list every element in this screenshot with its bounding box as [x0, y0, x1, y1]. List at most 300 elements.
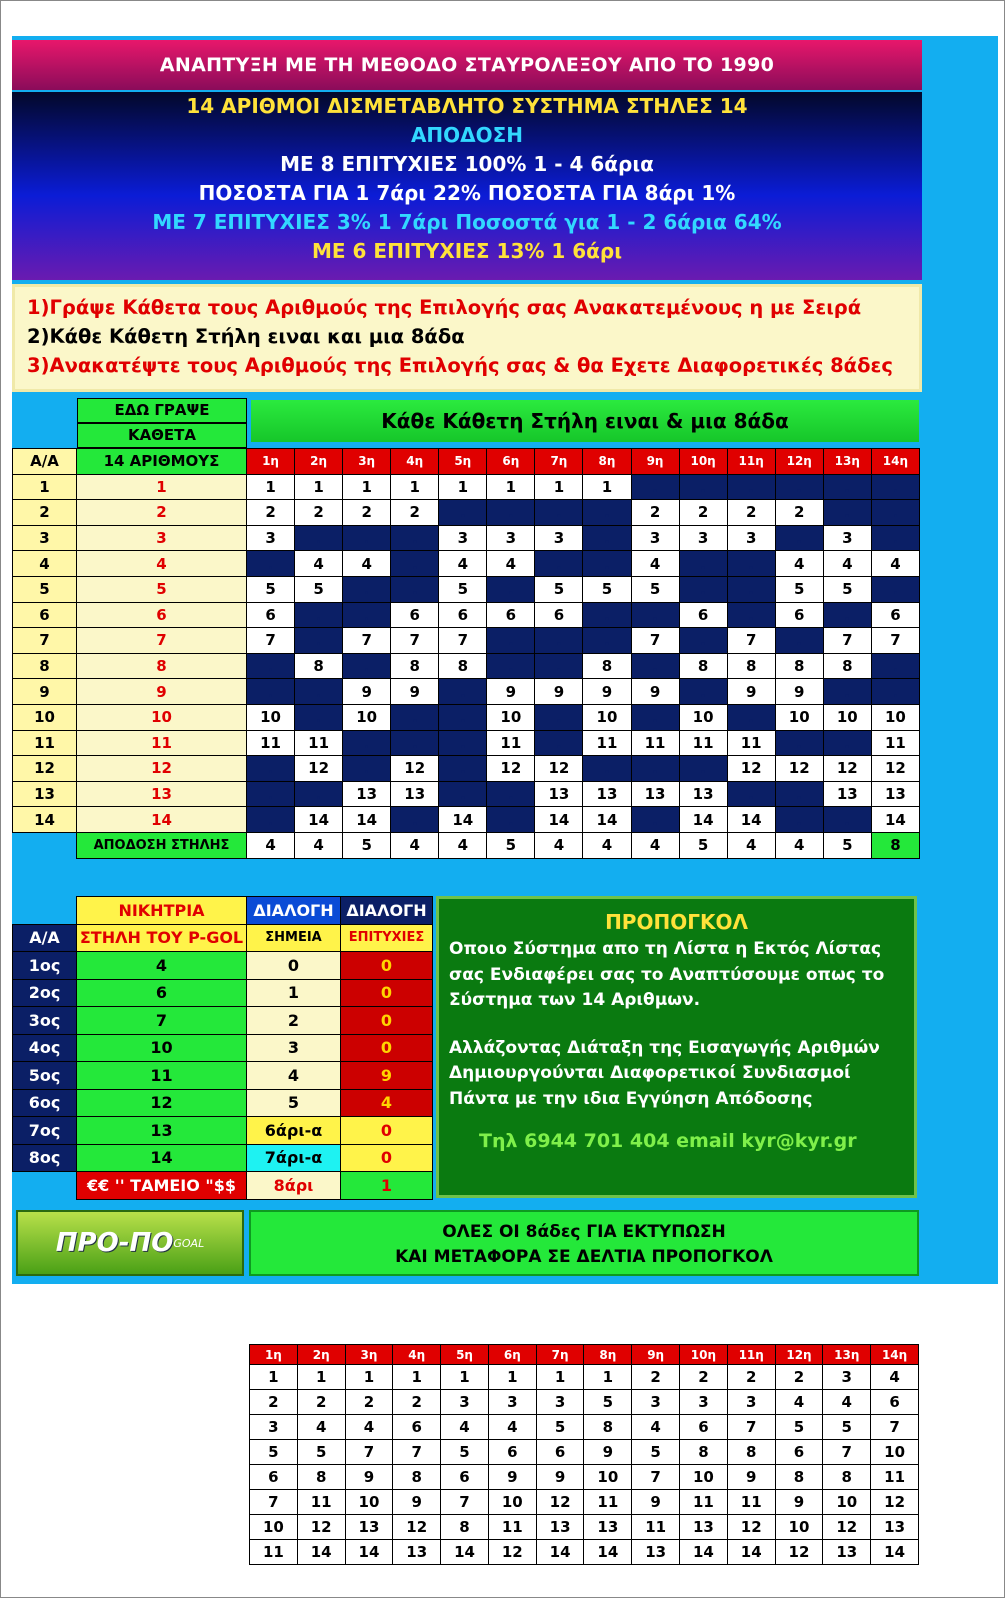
row-index: 12 [13, 756, 77, 782]
grid-cell: . [679, 628, 727, 654]
number-input-cell[interactable]: 4 [77, 551, 247, 577]
winning-number-cell[interactable]: 4 [77, 952, 247, 980]
winning-number-cell[interactable]: 11 [77, 1062, 247, 1090]
grid-cell: . [823, 602, 871, 628]
number-input-cell[interactable]: 9 [77, 679, 247, 705]
grid-cell: 7 [247, 628, 295, 654]
combination-cell: 12 [297, 1515, 345, 1540]
combination-cell: 12 [871, 1490, 919, 1515]
grid-cell: . [583, 628, 631, 654]
column-header: 3η [345, 1345, 393, 1365]
grid-cell: 3 [535, 525, 583, 551]
grid-cell: . [439, 756, 487, 782]
instruction-1: 1)Γράψε Κάθετα τους Αριθμούς της Επιλογής σας Ανακατεμένους η με Σειρά [27, 296, 862, 319]
row-index: 1ος [13, 952, 77, 980]
grid-cell: 10 [679, 704, 727, 730]
winning-number-cell[interactable]: 12 [77, 1089, 247, 1117]
instructions-panel [12, 284, 922, 392]
contact-line[interactable]: Τηλ 6944 701 404 email kyr@kyr.gr [479, 1130, 857, 1152]
grid-cell: 7 [391, 628, 439, 654]
grid-cell: . [439, 781, 487, 807]
grid-cell: 12 [871, 756, 919, 782]
winning-number-cell[interactable]: 7 [77, 1007, 247, 1035]
grid-cell: 2 [727, 500, 775, 526]
aa-header: Α/Α [13, 924, 77, 952]
grid-cell: . [583, 525, 631, 551]
combination-cell: 9 [775, 1490, 823, 1515]
grid-cell: 7 [439, 628, 487, 654]
row-index: 2 [13, 500, 77, 526]
number-input-cell[interactable]: 8 [77, 653, 247, 679]
grid-cell: . [487, 576, 535, 602]
grid-cell: 10 [823, 704, 871, 730]
grid-cell: 11 [583, 730, 631, 756]
grid-cell: 5 [439, 576, 487, 602]
combination-cell: 11 [488, 1515, 536, 1540]
grid-cell: 8 [583, 653, 631, 679]
grid-cell: 11 [247, 730, 295, 756]
combination-cell: 11 [871, 1465, 919, 1490]
number-input-cell[interactable]: 5 [77, 576, 247, 602]
grid-cell: . [871, 500, 919, 526]
grid-cell: 12 [295, 756, 343, 782]
grid-cell: 5 [535, 576, 583, 602]
info-panel [12, 92, 922, 280]
column-yield: 5 [823, 832, 871, 858]
combination-cell: 2 [632, 1365, 680, 1390]
grid-cell: . [247, 551, 295, 577]
grid-cell: 8 [727, 653, 775, 679]
info-box-line: Δημιουργούνται Διαφορετικοί Συνδιασμοί [449, 1063, 851, 1083]
combination-cell: 14 [536, 1540, 584, 1565]
winning-number-cell[interactable]: 13 [77, 1117, 247, 1145]
sum-spacer [13, 832, 77, 858]
bottom-header-row [250, 1345, 919, 1365]
combination-cell: 14 [345, 1540, 393, 1565]
combination-cell: 11 [680, 1490, 728, 1515]
grid-cell: 13 [871, 781, 919, 807]
combination-cell: 6 [393, 1415, 441, 1440]
combination-cell: 13 [871, 1515, 919, 1540]
grid-cell: 3 [439, 525, 487, 551]
combination-cell: 5 [250, 1440, 298, 1465]
column-header: 3η [343, 449, 391, 475]
combination-cell: 5 [775, 1415, 823, 1440]
combination-cell: 10 [488, 1490, 536, 1515]
combination-cell: 6 [680, 1415, 728, 1440]
combination-cell: 8 [775, 1465, 823, 1490]
hits-cell: 0 [341, 1034, 433, 1062]
print-all-button[interactable] [249, 1210, 919, 1276]
grid-cell: . [871, 525, 919, 551]
grid-cell: . [343, 756, 391, 782]
check-subheader-row [13, 924, 433, 952]
combination-cell: 4 [488, 1415, 536, 1440]
combination-cell: 2 [680, 1365, 728, 1390]
hits-cell: 0 [341, 1007, 433, 1035]
grid-cell: . [295, 628, 343, 654]
grid-cell: 7 [727, 628, 775, 654]
grid-cell: 14 [295, 807, 343, 833]
grid-cell: 14 [343, 807, 391, 833]
grid-cell: 5 [295, 576, 343, 602]
row-index: 9 [13, 679, 77, 705]
grid-cell: 9 [535, 679, 583, 705]
table-row [13, 952, 433, 980]
info-box-line: σας Ενδιαφέρει σας το Αναπτύσουμε οπως το [449, 964, 885, 985]
table-row [13, 653, 920, 679]
propo-goal-logo [16, 1210, 244, 1276]
grid-banner: Κάθε Κάθετη Στήλη ειναι & μια 8άδα [251, 400, 919, 442]
table-row [13, 756, 920, 782]
combination-cell: 6 [775, 1440, 823, 1465]
grid-cell: . [295, 781, 343, 807]
points-cell: 2 [247, 1007, 341, 1035]
grid-cell: . [391, 576, 439, 602]
table-row [13, 551, 920, 577]
combination-cell: 4 [297, 1415, 345, 1440]
grid-cell: . [583, 551, 631, 577]
combination-cell: 4 [775, 1390, 823, 1415]
info-line-5: ΜΕ 7 ΕΠΙΤΥΧΙΕΣ 3% 1 7άρι Ποσοστά για 1 - 2 6άρια 64% [152, 210, 782, 234]
sum-row [13, 832, 920, 858]
row-index: 8ος [13, 1144, 77, 1172]
grid-cell: 7 [343, 628, 391, 654]
grid-cell: 11 [727, 730, 775, 756]
grid-cell: . [775, 781, 823, 807]
grid-cell: . [343, 653, 391, 679]
points-cell: 7άρι-α [247, 1144, 341, 1172]
number-input-cell[interactable]: 1 [77, 474, 247, 500]
column-header: 2η [295, 449, 343, 475]
grid-cell: 7 [871, 628, 919, 654]
row-index: 2ος [13, 979, 77, 1007]
grid-cell: . [247, 653, 295, 679]
table-row [250, 1490, 919, 1515]
column-header: 13η [823, 1345, 871, 1365]
combination-cell: 10 [775, 1515, 823, 1540]
grid-cell: . [871, 474, 919, 500]
combination-cell: 14 [680, 1540, 728, 1565]
grid-cell: . [535, 628, 583, 654]
combination-cell: 14 [584, 1540, 632, 1565]
grid-cell: 7 [823, 628, 871, 654]
grid-cell: 5 [775, 576, 823, 602]
info-box-line: Οποιο Σύστημα απο τη Λίστα η Εκτός Λίστας [449, 939, 882, 959]
grid-cell: 6 [679, 602, 727, 628]
grid-cell: 8 [439, 653, 487, 679]
grid-cell: 12 [727, 756, 775, 782]
grid-cell: 2 [631, 500, 679, 526]
column-header: 10η [680, 1345, 728, 1365]
hits-cell: 0 [341, 952, 433, 980]
winning-header: ΝΙΚΗΤΡΙΑ [77, 897, 247, 925]
grid-cell: 9 [487, 679, 535, 705]
header-spacer [13, 897, 77, 925]
logo-text: ΠΡΟ-ΠΟ [55, 1228, 174, 1258]
grid-cell: 4 [631, 551, 679, 577]
grid-cell: 11 [295, 730, 343, 756]
grid-cell: . [871, 576, 919, 602]
grid-cell: 4 [823, 551, 871, 577]
column-yield: 4 [439, 832, 487, 858]
points-cell: 0 [247, 952, 341, 980]
grid-cell: 10 [247, 704, 295, 730]
combination-cell: 13 [680, 1515, 728, 1540]
grid-cell: 4 [439, 551, 487, 577]
dialogi-header: ΔΙΑΛΟΓΗ [341, 897, 433, 925]
column-header: 11η [727, 1345, 775, 1365]
grid-cell: . [823, 807, 871, 833]
grid-cell: . [583, 756, 631, 782]
grid-cell: . [775, 525, 823, 551]
combination-cell: 13 [584, 1515, 632, 1540]
combination-cell: 1 [488, 1365, 536, 1390]
table-row [13, 679, 920, 705]
combination-cell: 11 [250, 1540, 298, 1565]
combination-cell: 10 [345, 1490, 393, 1515]
combination-cell: 3 [250, 1415, 298, 1440]
grid-cell: 1 [343, 474, 391, 500]
column-header: 7η [535, 449, 583, 475]
combination-cell: 1 [441, 1365, 489, 1390]
combination-cell: 12 [727, 1515, 775, 1540]
grid-cell: 5 [823, 576, 871, 602]
number-input-cell[interactable]: 13 [77, 781, 247, 807]
grid-cell: 8 [295, 653, 343, 679]
grid-cell: . [487, 500, 535, 526]
page-title: ΑΝΑΠΤΥΞΗ ΜΕ ΤΗ ΜΕΘΟΔΟ ΣΤΑΥΡΟΛΕΞΟΥ ΑΠΟ ΤΟ 1990 [12, 40, 922, 90]
grid-cell: 12 [535, 756, 583, 782]
grid-cell: . [295, 704, 343, 730]
grid-cell: 9 [343, 679, 391, 705]
grid-cell: . [727, 474, 775, 500]
number-input-cell[interactable]: 10 [77, 704, 247, 730]
grid-cell: 13 [583, 781, 631, 807]
combination-cell: 13 [393, 1540, 441, 1565]
table-row [13, 1117, 433, 1145]
grid-cell: 5 [247, 576, 295, 602]
combination-cell: 1 [393, 1365, 441, 1390]
grid-cell: 9 [391, 679, 439, 705]
combination-cell: 9 [393, 1490, 441, 1515]
grid-cell: . [343, 525, 391, 551]
combination-cell: 4 [871, 1365, 919, 1390]
combination-cell: 3 [680, 1390, 728, 1415]
grid-cell: . [871, 653, 919, 679]
grid-cell: . [727, 781, 775, 807]
grid-cell: 13 [679, 781, 727, 807]
combination-cell: 8 [393, 1465, 441, 1490]
number-input-cell[interactable]: 7 [77, 628, 247, 654]
grid-cell: 1 [439, 474, 487, 500]
combination-cell: 3 [536, 1390, 584, 1415]
grid-cell: . [631, 602, 679, 628]
table-row [13, 500, 920, 526]
instruction-3: 3)Ανακατέψτε τους Αριθμούς της Επιλογής σας & θα Εχετε Διαφορετικές 8άδες [27, 354, 893, 377]
number-input-cell[interactable]: 3 [77, 525, 247, 551]
grid-cell: 9 [727, 679, 775, 705]
table-row [250, 1465, 919, 1490]
combination-cell: 14 [297, 1540, 345, 1565]
grid-cell: 9 [775, 679, 823, 705]
combination-cell: 5 [297, 1440, 345, 1465]
grid-cell: . [391, 525, 439, 551]
combination-cell: 6 [871, 1390, 919, 1415]
winning-number-cell[interactable]: 14 [77, 1144, 247, 1172]
column-header: 6η [487, 449, 535, 475]
combination-cell: 2 [297, 1390, 345, 1415]
row-index: 8 [13, 653, 77, 679]
combination-cell: 2 [727, 1365, 775, 1390]
grid-cell: . [535, 704, 583, 730]
winning-header: ΣΤΗΛΗ ΤΟΥ P-GOL [77, 924, 247, 952]
grid-cell: 5 [583, 576, 631, 602]
column-header: 2η [297, 1345, 345, 1365]
table-row [13, 1034, 433, 1062]
column-header: 10η [679, 449, 727, 475]
sum-label: ΑΠΟΔΟΣΗ ΣΤΗΛΗΣ [77, 832, 247, 858]
column-header: 14η [871, 1345, 919, 1365]
row-index: 10 [13, 704, 77, 730]
points-cell: 3 [247, 1034, 341, 1062]
combination-cell: 13 [632, 1540, 680, 1565]
column-header: 12η [775, 1345, 823, 1365]
grid-cell: . [391, 704, 439, 730]
grid-cell: . [391, 807, 439, 833]
number-input-cell[interactable]: 14 [77, 807, 247, 833]
table-row [13, 704, 920, 730]
combination-cell: 2 [250, 1390, 298, 1415]
grid-header-row [13, 449, 920, 475]
combination-cell: 6 [536, 1440, 584, 1465]
grid-cell: 11 [871, 730, 919, 756]
table-row [13, 730, 920, 756]
row-index: 4 [13, 551, 77, 577]
grid-cell: . [823, 730, 871, 756]
grid-cell: 10 [487, 704, 535, 730]
grid-cell: 14 [727, 807, 775, 833]
tameio-spacer [13, 1172, 77, 1200]
grid-cell: . [391, 730, 439, 756]
combination-cell: 11 [632, 1515, 680, 1540]
grid-cell: 6 [391, 602, 439, 628]
table-row [13, 979, 433, 1007]
combination-cell: 14 [727, 1540, 775, 1565]
winning-number-cell[interactable]: 6 [77, 979, 247, 1007]
combination-cell: 4 [441, 1415, 489, 1440]
table-row [13, 628, 920, 654]
table-row [250, 1440, 919, 1465]
combination-cell: 4 [632, 1415, 680, 1440]
grid-cell: 6 [775, 602, 823, 628]
dialogi-header: ΔΙΑΛΟΓΗ [247, 897, 341, 925]
points-cell: 6άρι-α [247, 1117, 341, 1145]
combination-cell: 2 [775, 1365, 823, 1390]
grid-cell: 10 [871, 704, 919, 730]
row-index: 5ος [13, 1062, 77, 1090]
grid-cell: 8 [823, 653, 871, 679]
combination-cell: 11 [584, 1490, 632, 1515]
count-header: 14 ΑΡΙΘΜΟΥΣ [77, 449, 247, 475]
grid-cell: 14 [871, 807, 919, 833]
table-row [13, 602, 920, 628]
grid-cell: . [631, 704, 679, 730]
combination-cell: 13 [536, 1515, 584, 1540]
grid-cell: . [631, 653, 679, 679]
combination-cell: 9 [536, 1465, 584, 1490]
grid-cell: . [487, 653, 535, 679]
combination-cell: 8 [297, 1465, 345, 1490]
column-yield: 4 [727, 832, 775, 858]
combination-cell: 3 [727, 1390, 775, 1415]
table-row [250, 1365, 919, 1390]
combination-cell: 7 [632, 1465, 680, 1490]
combination-cell: 6 [488, 1440, 536, 1465]
grid-cell: . [583, 602, 631, 628]
combination-cell: 8 [823, 1465, 871, 1490]
grid-cell: 1 [487, 474, 535, 500]
grid-cell: . [679, 474, 727, 500]
number-input-cell[interactable]: 6 [77, 602, 247, 628]
combination-cell: 9 [488, 1465, 536, 1490]
combination-cell: 8 [584, 1415, 632, 1440]
number-input-cell[interactable]: 2 [77, 500, 247, 526]
combination-cell: 5 [584, 1390, 632, 1415]
grid-cell: . [247, 781, 295, 807]
logo-subtext: GOAL [173, 1236, 205, 1250]
grid-cell: 13 [391, 781, 439, 807]
combination-cell: 8 [727, 1440, 775, 1465]
number-input-cell[interactable]: 12 [77, 756, 247, 782]
number-input-cell[interactable]: 11 [77, 730, 247, 756]
winning-number-cell[interactable]: 10 [77, 1034, 247, 1062]
grid-cell: 11 [679, 730, 727, 756]
points-header: ΣΗΜΕΙΑ [247, 924, 341, 952]
grid-cell: . [583, 500, 631, 526]
grid-cell: 11 [487, 730, 535, 756]
table-row [13, 525, 920, 551]
points-cell: 1 [247, 979, 341, 1007]
column-header: 8η [583, 449, 631, 475]
column-header: 13η [823, 449, 871, 475]
grid-cell: 12 [487, 756, 535, 782]
hits-header: ΕΠΙΤΥΧΙΕΣ [341, 924, 433, 952]
system-grid [12, 448, 920, 859]
grid-cell: 13 [631, 781, 679, 807]
grid-cell: 9 [583, 679, 631, 705]
print-line-2: ΚΑΙ ΜΕΤΑΦΟΡΑ ΣΕ ΔΕΛΤΙΑ ΠΡΟΠΟΓΚΟΛ [395, 1247, 773, 1267]
grid-cell: 9 [631, 679, 679, 705]
table-row [250, 1415, 919, 1440]
grid-cell: 6 [535, 602, 583, 628]
combination-cell: 8 [441, 1515, 489, 1540]
combination-cell: 10 [823, 1490, 871, 1515]
tameio-label: €€ '' ΤΑΜΕΙΟ "$$ [77, 1172, 247, 1200]
grid-cell: . [487, 781, 535, 807]
instruction-2: 2)Κάθε Κάθετη Στήλη ειναι και μια 8άδα [27, 325, 465, 348]
combination-cell: 12 [775, 1540, 823, 1565]
grid-cell: . [295, 679, 343, 705]
grid-cell: . [679, 551, 727, 577]
grid-cell: . [631, 474, 679, 500]
grid-cell: . [823, 474, 871, 500]
combination-cell: 3 [488, 1390, 536, 1415]
points-cell: 4 [247, 1062, 341, 1090]
row-index: 7ος [13, 1117, 77, 1145]
combination-cell: 1 [536, 1365, 584, 1390]
row-index: 3 [13, 525, 77, 551]
